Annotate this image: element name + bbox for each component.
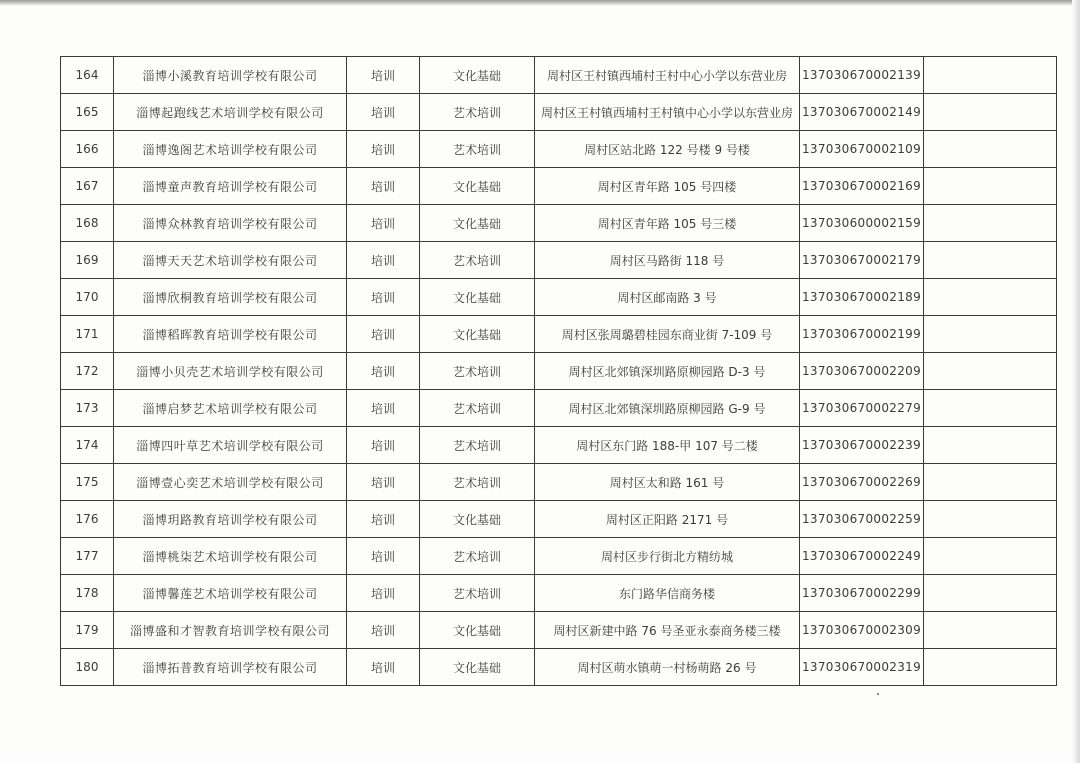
training-category: 艺术培训 xyxy=(420,353,535,390)
school-name: 淄博天天艺术培训学校有限公司 xyxy=(114,242,347,279)
row-number: 177 xyxy=(61,538,114,575)
training-category: 艺术培训 xyxy=(420,94,535,131)
school-address: 周村区站北路 122 号楼 9 号楼 xyxy=(535,131,800,168)
license-number: 137030670002259 xyxy=(800,501,924,538)
remarks-cell xyxy=(924,612,1057,649)
school-type: 培训 xyxy=(347,649,420,686)
school-type: 培训 xyxy=(347,353,420,390)
table-row xyxy=(61,168,1057,205)
table-row xyxy=(61,390,1057,427)
school-address: 周村区北郊镇深圳路原柳园路 G-9 号 xyxy=(535,390,800,427)
table-row xyxy=(61,538,1057,575)
row-number: 167 xyxy=(61,168,114,205)
license-number: 137030670002199 xyxy=(800,316,924,353)
table-row xyxy=(61,501,1057,538)
license-number: 137030670002269 xyxy=(800,464,924,501)
scan-shadow-right xyxy=(1072,0,1080,763)
remarks-cell xyxy=(924,390,1057,427)
row-number: 169 xyxy=(61,242,114,279)
school-address: 周村区萌水镇萌一村杨萌路 26 号 xyxy=(535,649,800,686)
license-number: 137030670002299 xyxy=(800,575,924,612)
license-number: 137030670002309 xyxy=(800,612,924,649)
license-number: 137030670002179 xyxy=(800,242,924,279)
row-number: 180 xyxy=(61,649,114,686)
row-number: 173 xyxy=(61,390,114,427)
school-type: 培训 xyxy=(347,575,420,612)
row-number: 174 xyxy=(61,427,114,464)
remarks-cell xyxy=(924,168,1057,205)
training-category: 艺术培训 xyxy=(420,538,535,575)
training-category: 艺术培训 xyxy=(420,464,535,501)
school-name: 淄博拓普教育培训学校有限公司 xyxy=(114,649,347,686)
table-row xyxy=(61,575,1057,612)
school-name: 淄博小溪教育培训学校有限公司 xyxy=(114,57,347,94)
row-number: 166 xyxy=(61,131,114,168)
school-address: 周村区新建中路 76 号圣亚永泰商务楼三楼 xyxy=(535,612,800,649)
school-name: 淄博逸阁艺术培训学校有限公司 xyxy=(114,131,347,168)
license-number: 137030670002109 xyxy=(800,131,924,168)
remarks-cell xyxy=(924,464,1057,501)
training-category: 文化基础 xyxy=(420,279,535,316)
license-number: 137030670002279 xyxy=(800,390,924,427)
training-category: 艺术培训 xyxy=(420,427,535,464)
school-type: 培训 xyxy=(347,279,420,316)
school-name: 淄博盛和才智教育培训学校有限公司 xyxy=(114,612,347,649)
school-type: 培训 xyxy=(347,316,420,353)
row-number: 179 xyxy=(61,612,114,649)
school-address: 周村区马路街 118 号 xyxy=(535,242,800,279)
school-name: 淄博众林教育培训学校有限公司 xyxy=(114,205,347,242)
table-row xyxy=(61,57,1057,94)
school-name: 淄博起跑线艺术培训学校有限公司 xyxy=(114,94,347,131)
school-address: 周村区东门路 188-甲 107 号二楼 xyxy=(535,427,800,464)
remarks-cell xyxy=(924,57,1057,94)
row-number: 164 xyxy=(61,57,114,94)
school-name: 淄博馨莲艺术培训学校有限公司 xyxy=(114,575,347,612)
row-number: 178 xyxy=(61,575,114,612)
school-type: 培训 xyxy=(347,501,420,538)
training-category: 艺术培训 xyxy=(420,131,535,168)
school-name: 淄博启梦艺术培训学校有限公司 xyxy=(114,390,347,427)
school-type: 培训 xyxy=(347,427,420,464)
license-number: 137030670002319 xyxy=(800,649,924,686)
school-address: 周村区青年路 105 号三楼 xyxy=(535,205,800,242)
row-number: 172 xyxy=(61,353,114,390)
table-row xyxy=(61,427,1057,464)
remarks-cell xyxy=(924,316,1057,353)
scan-speck xyxy=(877,693,879,695)
remarks-cell xyxy=(924,94,1057,131)
license-number: 137030670002249 xyxy=(800,538,924,575)
school-name: 淄博四叶草艺术培训学校有限公司 xyxy=(114,427,347,464)
remarks-cell xyxy=(924,353,1057,390)
license-number: 137030670002149 xyxy=(800,94,924,131)
training-category: 艺术培训 xyxy=(420,242,535,279)
license-number: 137030670002189 xyxy=(800,279,924,316)
school-registry-table xyxy=(60,56,1057,686)
school-name: 淄博稻晖教育培训学校有限公司 xyxy=(114,316,347,353)
row-number: 165 xyxy=(61,94,114,131)
remarks-cell xyxy=(924,131,1057,168)
school-type: 培训 xyxy=(347,205,420,242)
table-row xyxy=(61,279,1057,316)
table-body xyxy=(61,57,1057,686)
training-category: 文化基础 xyxy=(420,649,535,686)
remarks-cell xyxy=(924,427,1057,464)
table-row xyxy=(61,612,1057,649)
table-row xyxy=(61,131,1057,168)
training-category: 艺术培训 xyxy=(420,390,535,427)
school-type: 培训 xyxy=(347,538,420,575)
school-name: 淄博壹心奕艺术培训学校有限公司 xyxy=(114,464,347,501)
license-number: 137030600002159 xyxy=(800,205,924,242)
school-type: 培训 xyxy=(347,168,420,205)
row-number: 168 xyxy=(61,205,114,242)
school-type: 培训 xyxy=(347,94,420,131)
scan-shadow-top xyxy=(0,0,1080,6)
license-number: 137030670002169 xyxy=(800,168,924,205)
school-name: 淄博玥路教育培训学校有限公司 xyxy=(114,501,347,538)
table-row xyxy=(61,205,1057,242)
school-address: 周村区太和路 161 号 xyxy=(535,464,800,501)
training-category: 文化基础 xyxy=(420,57,535,94)
row-number: 170 xyxy=(61,279,114,316)
table-row xyxy=(61,316,1057,353)
license-number: 137030670002139 xyxy=(800,57,924,94)
remarks-cell xyxy=(924,649,1057,686)
school-address: 周村区青年路 105 号四楼 xyxy=(535,168,800,205)
training-category: 文化基础 xyxy=(420,316,535,353)
license-number: 137030670002209 xyxy=(800,353,924,390)
school-type: 培训 xyxy=(347,242,420,279)
school-address: 东门路华信商务楼 xyxy=(535,575,800,612)
school-name: 淄博桃柒艺术培训学校有限公司 xyxy=(114,538,347,575)
school-address: 周村区步行街北方精纺城 xyxy=(535,538,800,575)
table-row xyxy=(61,464,1057,501)
school-address: 周村区正阳路 2171 号 xyxy=(535,501,800,538)
table-row xyxy=(61,649,1057,686)
remarks-cell xyxy=(924,501,1057,538)
school-name: 淄博欣桐教育培训学校有限公司 xyxy=(114,279,347,316)
school-address: 周村区张周璐碧桂园东商业街 7-109 号 xyxy=(535,316,800,353)
remarks-cell xyxy=(924,205,1057,242)
school-type: 培训 xyxy=(347,464,420,501)
training-category: 文化基础 xyxy=(420,168,535,205)
school-name: 淄博小贝壳艺术培训学校有限公司 xyxy=(114,353,347,390)
school-type: 培训 xyxy=(347,57,420,94)
school-name: 淄博童声教育培训学校有限公司 xyxy=(114,168,347,205)
training-category: 文化基础 xyxy=(420,205,535,242)
school-address: 周村区王村镇西埔村王村镇中心小学以东营业房 xyxy=(535,94,800,131)
school-type: 培训 xyxy=(347,390,420,427)
table-row xyxy=(61,242,1057,279)
table-row xyxy=(61,353,1057,390)
training-category: 艺术培训 xyxy=(420,575,535,612)
remarks-cell xyxy=(924,242,1057,279)
license-number: 137030670002239 xyxy=(800,427,924,464)
school-type: 培训 xyxy=(347,612,420,649)
row-number: 176 xyxy=(61,501,114,538)
remarks-cell xyxy=(924,279,1057,316)
school-address: 周村区邮南路 3 号 xyxy=(535,279,800,316)
training-category: 文化基础 xyxy=(420,612,535,649)
school-type: 培训 xyxy=(347,131,420,168)
table-row xyxy=(61,94,1057,131)
remarks-cell xyxy=(924,538,1057,575)
training-category: 文化基础 xyxy=(420,501,535,538)
row-number: 171 xyxy=(61,316,114,353)
row-number: 175 xyxy=(61,464,114,501)
remarks-cell xyxy=(924,575,1057,612)
school-address: 周村区北郊镇深圳路原柳园路 D-3 号 xyxy=(535,353,800,390)
school-address: 周村区王村镇西埔村王村中心小学以东营业房 xyxy=(535,57,800,94)
